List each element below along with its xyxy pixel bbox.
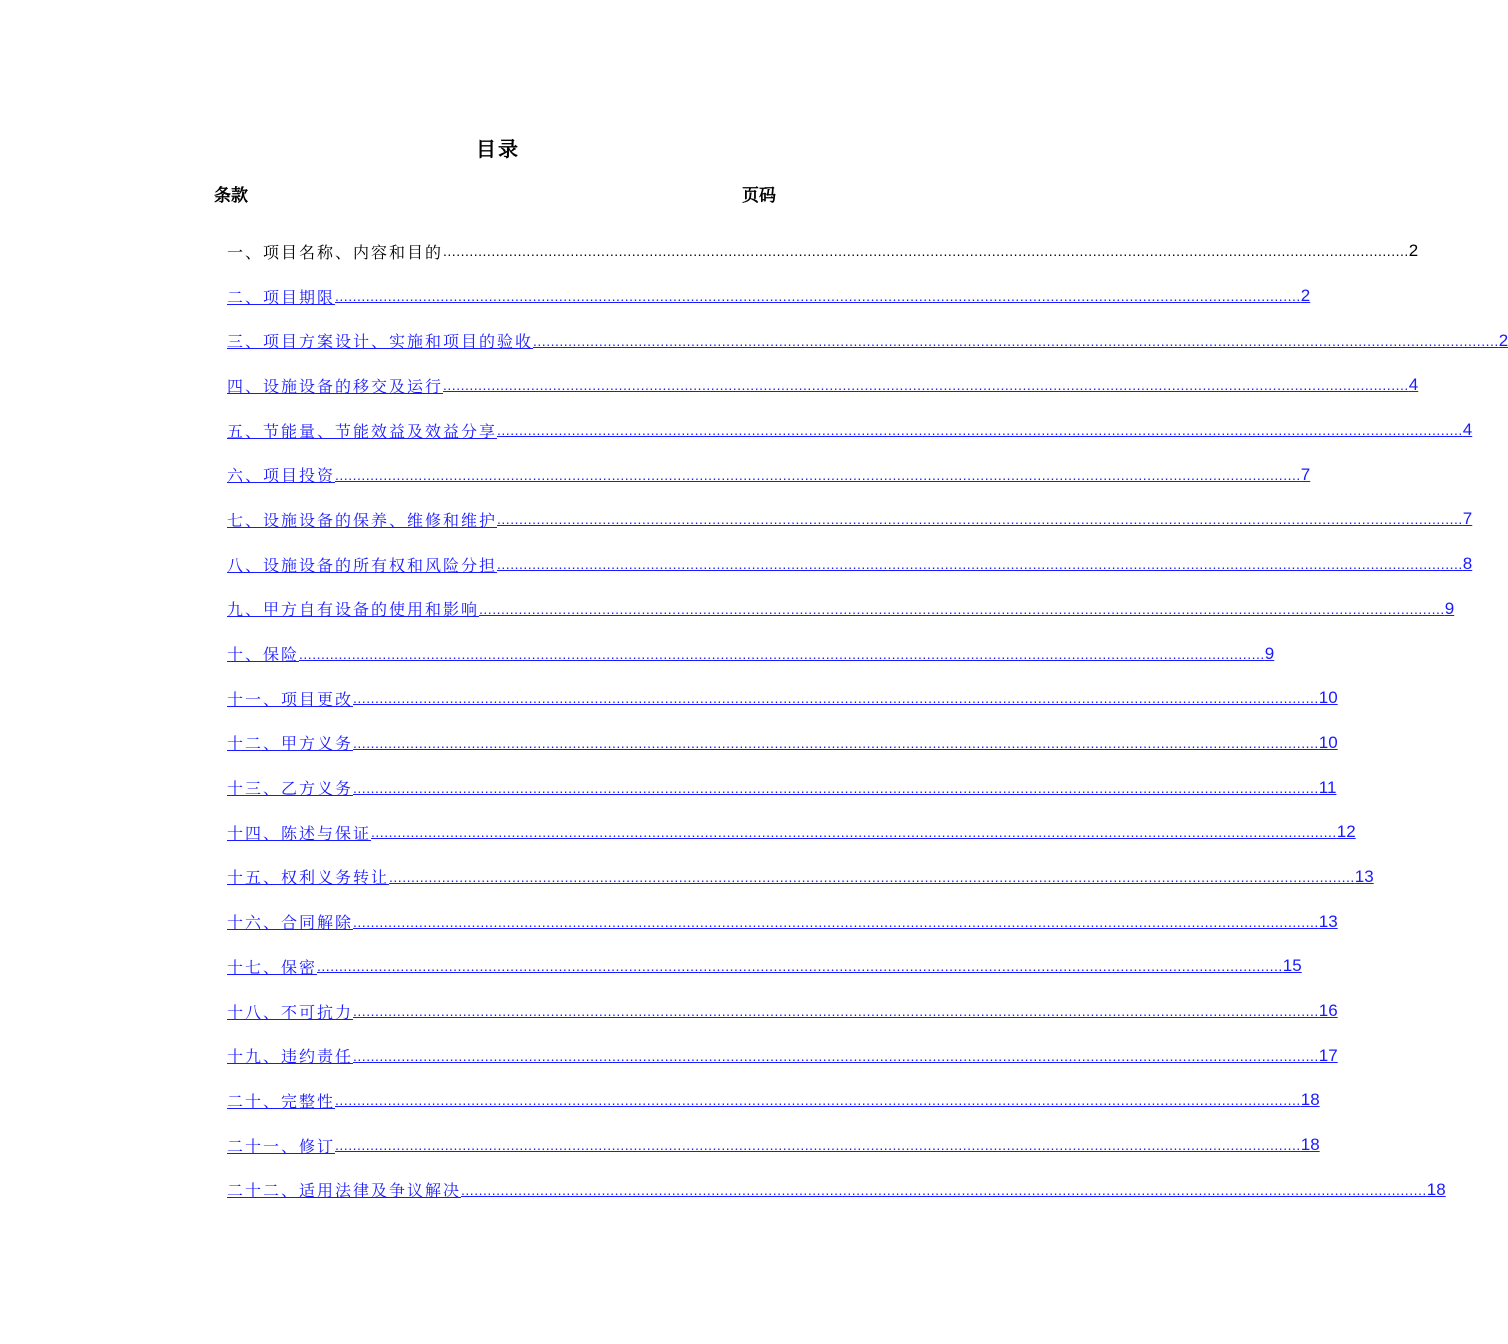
toc-entry-title: 设施设备的所有权和风险分担 — [263, 555, 498, 575]
toc-entry[interactable] — [227, 810, 1356, 855]
toc-dot-leader: ............................................................................................................................................................................................................................ — [353, 779, 1319, 796]
toc-entry-title: 陈述与保证 — [281, 823, 372, 843]
toc-entry-number: 十八、 — [227, 1002, 282, 1022]
toc-entry-title: 乙方义务 — [281, 779, 354, 799]
toc-entry[interactable] — [227, 989, 1338, 1034]
toc-entry-number: 六、 — [227, 466, 264, 486]
toc-dot-leader: ............................................................................................................................................................................................................................ — [299, 645, 1265, 662]
table-of-contents — [227, 229, 1508, 1212]
toc-entry-page: 18 — [1426, 1179, 1446, 1199]
toc-dot-leader: ............................................................................................................................................................................................................................ — [533, 332, 1499, 349]
toc-entry-page: 9 — [1264, 643, 1275, 663]
toc-entry[interactable] — [227, 631, 1275, 676]
toc-entry-page: 17 — [1318, 1045, 1338, 1065]
toc-entry-page: 2 — [1300, 286, 1311, 306]
toc-dot-leader: ............................................................................................................................................................................................................................ — [497, 511, 1463, 528]
toc-dot-leader: ............................................................................................................................................................................................................................ — [497, 556, 1463, 573]
toc-entry[interactable] — [227, 1033, 1338, 1078]
toc-entry-page: 16 — [1318, 1001, 1338, 1021]
toc-entry-title: 节能量、节能效益及效益分享 — [263, 421, 498, 441]
toc-entry-title: 项目投资 — [263, 466, 336, 486]
toc-entry-number: 一、 — [227, 242, 264, 262]
toc-dot-leader: ............................................................................................................................................................................................................................ — [371, 824, 1337, 841]
toc-entry-number: 七、 — [227, 510, 264, 530]
toc-dot-leader: ............................................................................................................................................................................................................................ — [461, 1181, 1427, 1198]
toc-entry-title: 设施设备的移交及运行 — [263, 376, 444, 396]
toc-entry-page: 8 — [1462, 554, 1473, 574]
toc-entry-page: 7 — [1462, 509, 1473, 529]
toc-entry-number: 二十、 — [227, 1091, 282, 1111]
toc-entry-title: 完整性 — [281, 1091, 336, 1111]
toc-entry-page: 2 — [1498, 330, 1508, 350]
toc-dot-leader: ............................................................................................................................................................................................................................ — [317, 958, 1283, 975]
toc-entry-number: 十四、 — [227, 823, 282, 843]
toc-dot-leader: ............................................................................................................................................................................................................................ — [335, 466, 1301, 483]
toc-entry-page: 2 — [1408, 241, 1419, 261]
toc-entry-number: 十三、 — [227, 779, 282, 799]
toc-dot-leader: ............................................................................................................................................................................................................................ — [497, 422, 1463, 439]
toc-dot-leader: ............................................................................................................................................................................................................................ — [353, 690, 1319, 707]
toc-entry-page: 18 — [1300, 1090, 1320, 1110]
toc-title: 目录 — [476, 137, 520, 161]
toc-dot-leader: ............................................................................................................................................................................................................................ — [353, 1003, 1319, 1020]
toc-entry-title: 甲方自有设备的使用和影响 — [263, 600, 480, 620]
toc-entry-page: 11 — [1318, 777, 1337, 797]
toc-entry-page: 10 — [1318, 732, 1338, 752]
toc-entry-page: 4 — [1462, 420, 1473, 440]
toc-dot-leader: ............................................................................................................................................................................................................................ — [353, 913, 1319, 930]
toc-entry-number: 五、 — [227, 421, 264, 441]
toc-entry-title: 违约责任 — [281, 1047, 354, 1067]
toc-entry[interactable] — [227, 452, 1311, 497]
toc-dot-leader: ............................................................................................................................................................................................................................ — [335, 1092, 1301, 1109]
toc-entry-page: 18 — [1300, 1135, 1320, 1155]
toc-entry[interactable] — [227, 542, 1473, 587]
toc-entry[interactable] — [227, 318, 1508, 363]
page-number-header: 页码 — [742, 186, 776, 206]
toc-entry-title: 项目方案设计、实施和项目的验收 — [263, 332, 534, 352]
toc-dot-leader: ............................................................................................................................................................................................................................ — [335, 1137, 1301, 1154]
toc-entry-number: 九、 — [227, 600, 264, 620]
toc-entry-title: 修订 — [299, 1136, 336, 1156]
toc-entry[interactable] — [227, 1167, 1446, 1212]
toc-entry-title: 适用法律及争议解决 — [299, 1181, 462, 1201]
toc-entry-page: 13 — [1318, 911, 1338, 931]
toc-entry-page: 12 — [1336, 822, 1356, 842]
toc-entry-number: 二十一、 — [227, 1136, 300, 1156]
toc-entry[interactable] — [227, 274, 1311, 319]
toc-entry-number: 十二、 — [227, 734, 282, 754]
clause-header: 条款 — [214, 186, 248, 206]
toc-entry[interactable] — [227, 855, 1374, 900]
toc-entry-page: 7 — [1300, 464, 1311, 484]
toc-entry-number: 二、 — [227, 287, 264, 307]
toc-dot-leader: ............................................................................................................................................................................................................................ — [353, 734, 1319, 751]
toc-dot-leader: ............................................................................................................................................................................................................................ — [443, 243, 1409, 260]
toc-entry-page: 10 — [1318, 688, 1338, 708]
toc-entry[interactable] — [227, 676, 1338, 721]
toc-entry[interactable] — [227, 497, 1473, 542]
toc-dot-leader: ............................................................................................................................................................................................................................ — [353, 1047, 1319, 1064]
toc-entry-title: 权利义务转让 — [281, 868, 390, 888]
toc-entry-number: 二十二、 — [227, 1181, 300, 1201]
toc-entry-number: 四、 — [227, 376, 264, 396]
toc-entry-title: 不可抗力 — [281, 1002, 354, 1022]
toc-entry[interactable] — [227, 899, 1338, 944]
toc-entry-page: 15 — [1282, 956, 1302, 976]
toc-entry-number: 十六、 — [227, 913, 282, 933]
toc-entry[interactable] — [227, 587, 1455, 632]
toc-dot-leader: ............................................................................................................................................................................................................................ — [443, 377, 1409, 394]
toc-entry-number: 十、 — [227, 645, 264, 665]
toc-entry[interactable] — [227, 765, 1337, 810]
toc-entry[interactable] — [227, 408, 1473, 453]
toc-entry-title: 合同解除 — [281, 913, 354, 933]
toc-entry-page: 13 — [1354, 866, 1374, 886]
toc-entry-number: 八、 — [227, 555, 264, 575]
toc-entry-number: 三、 — [227, 332, 264, 352]
toc-dot-leader: ............................................................................................................................................................................................................................ — [335, 288, 1301, 305]
toc-entry-title: 项目更改 — [281, 689, 354, 709]
toc-entry[interactable] — [227, 1078, 1320, 1123]
toc-entry-number: 十五、 — [227, 868, 282, 888]
toc-entry-title: 项目名称、内容和目的 — [263, 242, 444, 262]
toc-entry[interactable] — [227, 363, 1419, 408]
toc-entry[interactable] — [227, 1123, 1320, 1168]
toc-entry-number: 十七、 — [227, 957, 282, 977]
toc-entry-title: 保密 — [281, 957, 318, 977]
toc-entry-number: 十九、 — [227, 1047, 282, 1067]
toc-entry-page: 9 — [1444, 598, 1455, 618]
toc-entry-number: 十一、 — [227, 689, 282, 709]
toc-entry-title: 设施设备的保养、维修和维护 — [263, 510, 498, 530]
toc-entry-page: 4 — [1408, 375, 1419, 395]
toc-entry-title: 保险 — [263, 645, 300, 665]
toc-entry[interactable] — [227, 721, 1338, 766]
toc-dot-leader: ............................................................................................................................................................................................................................ — [479, 600, 1445, 617]
toc-entry[interactable] — [227, 944, 1302, 989]
toc-entry — [227, 229, 1419, 274]
toc-entry-title: 项目期限 — [263, 287, 336, 307]
toc-entry-title: 甲方义务 — [281, 734, 354, 754]
toc-dot-leader: ............................................................................................................................................................................................................................ — [389, 868, 1355, 885]
